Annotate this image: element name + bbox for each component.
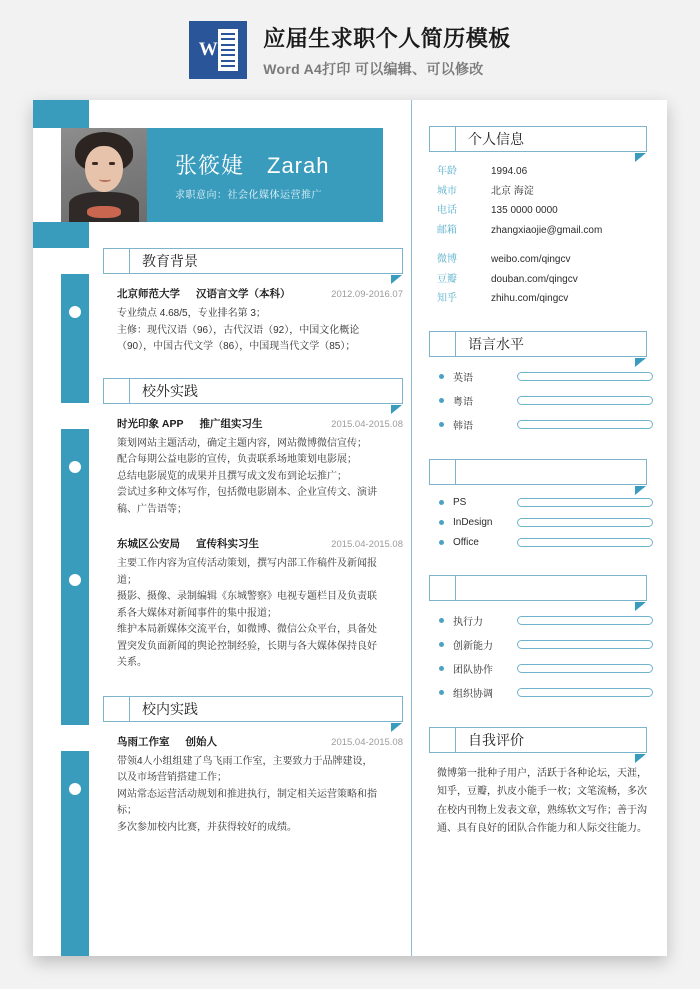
entry-offcampus-0 [103, 404, 403, 523]
bullet-dot-icon [439, 500, 444, 505]
rail-gap-education [61, 248, 89, 274]
word-icon-lines [218, 29, 238, 71]
section-notch [430, 332, 456, 356]
section-notch [430, 576, 456, 600]
section-header-language [429, 331, 647, 357]
section-self-evaluation [429, 727, 653, 839]
skill-bar-track [517, 372, 653, 381]
section-fold-icon [635, 358, 646, 367]
right-column [429, 100, 653, 839]
ability-bar-list [429, 601, 653, 713]
info-row [437, 162, 653, 182]
bullet-dot-icon [439, 540, 444, 545]
skill-label: 韩语 [453, 420, 473, 432]
section-fold-icon [635, 153, 646, 162]
section-title-software [456, 460, 646, 484]
info-value: 北京 海淀 [491, 185, 534, 197]
section-ability [429, 575, 653, 713]
info-label: 电话 [437, 205, 457, 216]
section-fold-icon [391, 723, 402, 732]
entry-role: 宣传科实习生 [196, 538, 259, 550]
software-bar-list [429, 485, 653, 561]
bullet-dot-icon [439, 520, 444, 525]
info-row [437, 250, 653, 270]
entry-role: 推广组实习生 [199, 417, 263, 430]
skill-bar-row [439, 497, 653, 508]
left-column [103, 100, 403, 840]
section-header-oncampus [103, 696, 403, 722]
skill-bar-track [517, 538, 653, 547]
section-header-offcampus [103, 378, 403, 404]
candidate-name: 张筱婕 Zarah [175, 153, 330, 178]
entry-line: 稿、广告语等； [117, 503, 187, 515]
entry-line: 系各大媒体对新闻事件的集中报道； [117, 607, 277, 619]
info-value: 1994.06 [491, 166, 528, 177]
word-icon-letter: W [198, 29, 218, 71]
word-icon-page [198, 29, 238, 71]
entry-line: 策划网站主题活动，确定主题内容，网站微博微信宣传； [117, 437, 367, 449]
entry-date: 2015.04-2015.08 [331, 539, 403, 550]
skill-bar-row [439, 537, 653, 548]
info-value: 135 0000 0000 [491, 205, 558, 216]
section-language [429, 331, 653, 445]
entry-line: 尝试过多种文体写作，包括微电影剧本、企业宣传文、演讲 [117, 487, 377, 498]
section-title-education: 教育背景 [142, 253, 198, 269]
self-evaluation-text: 微博第一批种子用户，活跃于各种论坛，天涯，知乎，豆瓣，扒皮小能手一枚；文笔流畅，多次在校内刊物上发表文章，熟练软文写作；善于沟通、具有良好的团队合作能力和人际交往能力。 [437, 767, 647, 834]
section-notch [104, 379, 130, 403]
entry-organization: 时光印象 APP [117, 417, 184, 430]
section-fold-icon [391, 405, 402, 414]
skill-bar-track [517, 396, 653, 405]
info-label: 微博 [437, 254, 457, 265]
rail-gap-oncampus [61, 725, 89, 751]
banner-title: 应届生求职个人简历模板 [263, 25, 511, 51]
section-title-ability [456, 576, 646, 600]
entry-line: 关系。 [117, 657, 147, 668]
section-fold-icon [635, 486, 646, 495]
bullet-dot-icon [439, 422, 444, 427]
section-title-personal-info: 个人信息 [468, 131, 524, 147]
entry-oncampus-0 [103, 722, 403, 841]
info-value: douban.com/qingcv [491, 273, 578, 285]
info-value: weibo.com/qingcv [491, 254, 571, 265]
personal-info-list [429, 152, 653, 309]
section-title-self-evaluation: 自我评价 [468, 731, 524, 748]
entry-line: 道； [117, 574, 137, 586]
entry-line: （90），中国古代文学（86），中国现当代文学（85）； [117, 341, 356, 352]
entry-line: 摄影、摄像、录制编辑《东城警察》电视专题栏目及负责联 [117, 591, 377, 602]
skill-bar-track [517, 420, 653, 429]
section-personal-info [429, 126, 653, 309]
info-row [437, 221, 653, 241]
rail-gap-offcampus [61, 403, 89, 429]
skill-bar-row [439, 613, 653, 628]
entry-organization: 北京师范大学 [117, 288, 180, 300]
skill-bar-track [517, 616, 653, 625]
word-document-icon [189, 21, 247, 79]
section-fold-icon [391, 275, 402, 284]
entry-line: 专业绩点 4.68/5，专业排名第 3； [117, 308, 266, 319]
info-row [437, 270, 653, 290]
bullet-dot-icon [439, 398, 444, 403]
skill-label: 创新能力 [453, 640, 493, 652]
section-notch [104, 249, 130, 273]
skill-label: 执行力 [453, 616, 483, 628]
section-header-ability [429, 575, 647, 601]
job-objective: 求职意向：社会化媒体运营推广 [175, 190, 322, 201]
skill-label: 英语 [453, 372, 473, 384]
skill-bar-row [439, 369, 653, 384]
rail-stub-top [33, 100, 61, 128]
skill-label: 组织协调 [453, 688, 493, 700]
timeline-dot-internship-2 [69, 574, 81, 586]
bullet-dot-icon [439, 690, 444, 695]
skill-bar-track [517, 640, 653, 649]
skill-bar-row [439, 685, 653, 700]
timeline-dot-oncampus [69, 783, 81, 795]
info-value: zhangxiaojie@gmail.com [491, 224, 603, 236]
entry-line: 带领4人小组组建了鸟飞雨工作室，主要致力于品牌建设， [117, 755, 373, 767]
entry-organization: 鸟雨工作室 [117, 735, 170, 748]
entry-date: 2015.04-2015.08 [331, 736, 403, 748]
skill-label: PS [453, 496, 467, 508]
entry-line: 网站常态运营活动规划和推进执行，制定相关运营策略和指 [117, 788, 377, 800]
entry-role: 汉语言文学（本科） [196, 288, 291, 300]
entry-line: 总结电影展览的成果并且撰写成文发布到论坛推广； [117, 470, 347, 482]
entry-line: 以及市场营销搭建工作； [117, 772, 227, 783]
banner-subtitle: Word A4打印 可以编辑、可以修改 [263, 60, 484, 77]
section-software [429, 459, 653, 561]
info-row [437, 289, 653, 309]
banner-text-group [263, 22, 511, 79]
section-header-personal-info [429, 126, 647, 152]
timeline-dot-internship-1 [69, 461, 81, 473]
skill-bar-track [517, 498, 653, 507]
section-oncampus-practice [103, 696, 403, 841]
column-divider [411, 100, 412, 956]
info-row [437, 182, 653, 202]
info-label: 邮箱 [437, 224, 457, 236]
section-title-language: 语言水平 [468, 335, 524, 352]
entry-line: 多次参加校内比赛，并获得较好的成绩。 [117, 821, 297, 833]
section-notch [430, 460, 456, 484]
entry-line: 维护本局新媒体交流平台，如微博、微信公众平台，具备处 [117, 624, 377, 635]
section-notch [430, 127, 456, 151]
info-label: 豆瓣 [437, 273, 457, 285]
bullet-dot-icon [439, 642, 444, 647]
language-bar-list [429, 357, 653, 445]
entry-header [117, 416, 403, 431]
info-spacer [437, 240, 653, 250]
info-row [437, 201, 653, 221]
skill-bar-track [517, 688, 653, 697]
page-banner [0, 0, 700, 100]
entry-header [117, 286, 403, 301]
skill-bar-row [439, 417, 653, 432]
entry-education-0 [103, 274, 403, 360]
entry-offcampus-1 [103, 522, 403, 676]
info-label: 年龄 [437, 166, 457, 177]
entry-organization: 东城区公安局 [117, 538, 180, 550]
skill-bar-track [517, 518, 653, 527]
skill-bar-row [439, 637, 653, 652]
entry-role: 创始人 [185, 735, 217, 748]
skill-label: InDesign [453, 516, 493, 528]
section-fold-icon [635, 602, 646, 611]
section-title-oncampus: 校内实践 [142, 700, 198, 717]
timeline-dot-education [69, 306, 81, 318]
entry-header [117, 734, 403, 749]
section-header-self-evaluation [429, 727, 647, 753]
entry-line: 主要工作内容为宣传活动策划，撰写内部工作稿件及新闻报 [117, 558, 377, 569]
section-education [103, 248, 403, 360]
entry-line: 主修：现代汉语（96），古代汉语（92），中国文化概论 [117, 324, 360, 336]
rail-stub-mid [33, 222, 61, 248]
section-notch [104, 697, 130, 721]
entry-line: 置突发负面新闻的舆论控制经验，长期与各大媒体保持良好 [117, 640, 377, 652]
entry-date: 2012.09-2016.07 [331, 289, 403, 300]
bullet-dot-icon [439, 618, 444, 623]
section-header-education [103, 248, 403, 274]
skill-label: 团队协作 [453, 664, 493, 676]
section-fold-icon [635, 754, 646, 763]
resume-sheet [33, 100, 667, 956]
section-title-offcampus: 校外实践 [142, 382, 198, 399]
section-offcampus-practice [103, 378, 403, 676]
entry-header [117, 536, 403, 551]
entry-line: 标； [117, 805, 137, 816]
section-notch [430, 728, 456, 752]
bullet-dot-icon [439, 666, 444, 671]
skill-label: 粤语 [453, 396, 473, 408]
skill-bar-row [439, 517, 653, 528]
info-label: 城市 [437, 185, 457, 197]
entry-date: 2015.04-2015.08 [331, 418, 403, 430]
skill-bar-row [439, 661, 653, 676]
info-label: 知乎 [437, 293, 457, 304]
info-value: zhihu.com/qingcv [491, 293, 569, 304]
section-header-software [429, 459, 647, 485]
skill-bar-row [439, 393, 653, 408]
left-accent-rail [61, 100, 89, 956]
bullet-dot-icon [439, 374, 444, 379]
skill-label: Office [453, 536, 479, 548]
entry-line: 配合每期公益电影的宣传，负责联系场地策划电影展； [117, 454, 357, 465]
skill-bar-track [517, 664, 653, 673]
